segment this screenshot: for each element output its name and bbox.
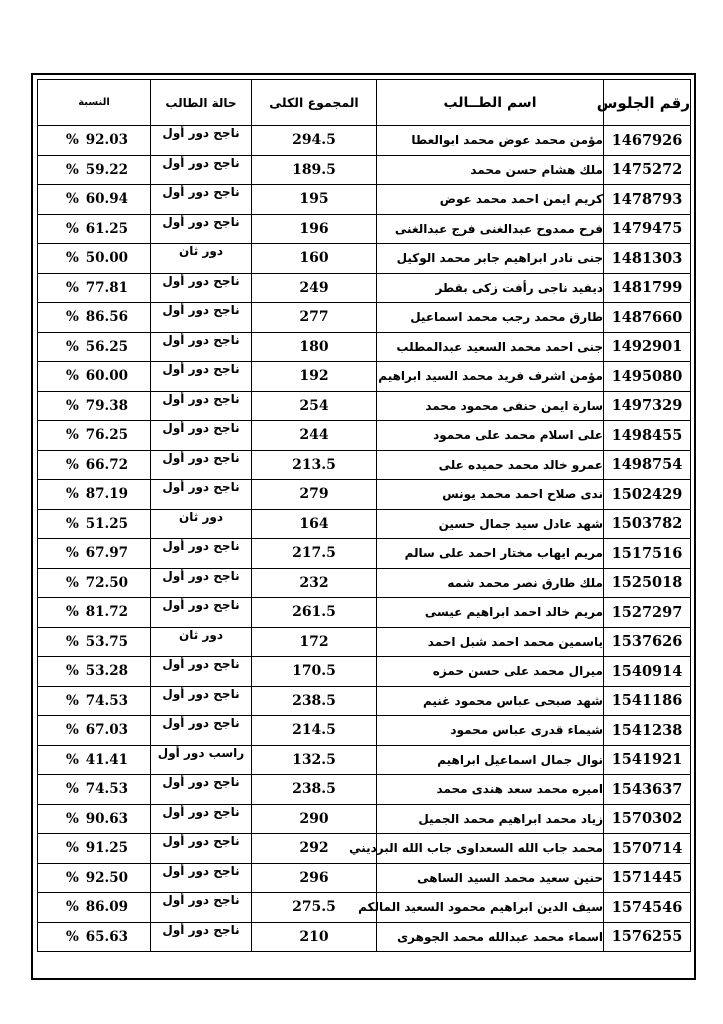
total-score-cell: 213.5 xyxy=(252,450,377,480)
student-name-cell: مؤمن محمد عوض محمد ابوالعطا xyxy=(377,126,604,156)
percentage-cell xyxy=(38,804,151,834)
percent-sign: % xyxy=(66,781,79,798)
seat-number-cell: 1498754 xyxy=(604,450,691,480)
student-name-cell: جنى احمد محمد السعيد عبدالمطلب xyxy=(377,332,604,362)
seat-number-cell: 1541921 xyxy=(604,745,691,775)
percent-sign: % xyxy=(66,486,79,503)
total-score-cell: 189.5 xyxy=(252,155,377,185)
student-status-cell: ناجح دور أول xyxy=(151,804,252,834)
seat-number-cell: 1576255 xyxy=(604,922,691,952)
student-status-cell: ناجح دور أول xyxy=(151,863,252,893)
percent-sign: % xyxy=(66,309,79,326)
student-name-cell: طارق محمد رجب محمد اسماعيل xyxy=(377,303,604,333)
student-name-cell: ملك هشام حسن محمد xyxy=(377,155,604,185)
student-status-cell: ناجح دور أول xyxy=(151,539,252,569)
seat-number-cell: 1540914 xyxy=(604,657,691,687)
student-name-cell: محمد جاب الله السعداوى جاب الله البرديني xyxy=(377,834,604,864)
percentage-value: 53.75 xyxy=(85,633,128,650)
table-row xyxy=(38,126,691,156)
student-name-cell: عمرو خالد محمد حميده على xyxy=(377,450,604,480)
percentage-value: 81.72 xyxy=(85,604,128,621)
percentage-cell xyxy=(38,450,151,480)
percent-sign: % xyxy=(66,279,79,296)
table-row xyxy=(38,716,691,746)
table-row xyxy=(38,450,691,480)
seat-number-cell: 1478793 xyxy=(604,185,691,215)
percent-sign: % xyxy=(66,810,79,827)
table-row xyxy=(38,509,691,539)
student-name-cell: ديفيد ناجى رأفت زكى بقطر xyxy=(377,273,604,303)
student-name-cell: اميره محمد سعد هندى محمد xyxy=(377,775,604,805)
percentage-value: 53.28 xyxy=(85,663,128,680)
seat-number-cell: 1495080 xyxy=(604,362,691,392)
student-status-cell: ناجح دور أول xyxy=(151,775,252,805)
seat-number-cell: 1502429 xyxy=(604,480,691,510)
percentage-value: 66.72 xyxy=(85,456,128,473)
table-row xyxy=(38,657,691,687)
seat-number-cell: 1479475 xyxy=(604,214,691,244)
percentage-value: 87.19 xyxy=(85,486,128,503)
percentage-cell xyxy=(38,598,151,628)
percentage-value: 90.63 xyxy=(85,810,128,827)
student-status-cell: ناجح دور أول xyxy=(151,362,252,392)
student-name-cell: جنى نادر ابراهيم جابر محمد الوكيل xyxy=(377,244,604,274)
percentage-value: 41.41 xyxy=(85,751,128,768)
seat-number-cell: 1527297 xyxy=(604,598,691,628)
student-name-cell: اسماء محمد عبدالله محمد الجوهرى xyxy=(377,922,604,952)
table-row xyxy=(38,804,691,834)
percentage-value: 92.50 xyxy=(85,869,128,886)
seat-number-cell: 1537626 xyxy=(604,627,691,657)
table-row xyxy=(38,893,691,923)
total-score-cell: 296 xyxy=(252,863,377,893)
percentage-value: 76.25 xyxy=(85,427,128,444)
percentage-value: 72.50 xyxy=(85,574,128,591)
student-status-cell: ناجح دور أول xyxy=(151,657,252,687)
percentage-value: 86.56 xyxy=(85,309,128,326)
percent-sign: % xyxy=(66,604,79,621)
student-name-cell: حنين سعيد محمد السيد الساهى xyxy=(377,863,604,893)
percent-sign: % xyxy=(66,368,79,385)
seat-number-cell: 1481303 xyxy=(604,244,691,274)
table-row xyxy=(38,421,691,451)
student-status-cell: ناجح دور أول xyxy=(151,480,252,510)
seat-number-cell: 1487660 xyxy=(604,303,691,333)
student-status-cell: ناجح دور أول xyxy=(151,716,252,746)
percentage-cell xyxy=(38,657,151,687)
student-status-cell: ناجح دور أول xyxy=(151,686,252,716)
percent-sign: % xyxy=(66,456,79,473)
total-score-cell: 238.5 xyxy=(252,775,377,805)
student-status-cell: ناجح دور أول xyxy=(151,303,252,333)
percentage-cell xyxy=(38,893,151,923)
table-row xyxy=(38,627,691,657)
percentage-cell xyxy=(38,332,151,362)
percentage-cell xyxy=(38,244,151,274)
percentage-cell xyxy=(38,273,151,303)
percentage-cell xyxy=(38,922,151,952)
seat-number-cell: 1525018 xyxy=(604,568,691,598)
percentage-value: 67.03 xyxy=(85,722,128,739)
percentage-cell xyxy=(38,745,151,775)
table-row xyxy=(38,480,691,510)
total-score-cell: 195 xyxy=(252,185,377,215)
seat-number-cell: 1467926 xyxy=(604,126,691,156)
table-row xyxy=(38,922,691,952)
student-name-cell: فرح ممدوح عبدالغنى فرج عبدالغنى xyxy=(377,214,604,244)
total-score-cell: 164 xyxy=(252,509,377,539)
percentage-cell xyxy=(38,509,151,539)
total-score-cell: 192 xyxy=(252,362,377,392)
student-status-cell: ناجح دور أول xyxy=(151,126,252,156)
student-status-cell: ناجح دور أول xyxy=(151,450,252,480)
total-score-cell: 232 xyxy=(252,568,377,598)
table-row xyxy=(38,273,691,303)
seat-number-cell: 1492901 xyxy=(604,332,691,362)
total-score-cell: 275.5 xyxy=(252,893,377,923)
student-name-cell: كريم ايمن احمد محمد عوض xyxy=(377,185,604,215)
header-seat-no: رقم الجلوس xyxy=(604,80,691,126)
percentage-cell xyxy=(38,421,151,451)
header-row xyxy=(38,80,691,126)
table-row xyxy=(38,244,691,274)
table-row xyxy=(38,834,691,864)
student-name-cell: ملك طارق نصر محمد شمه xyxy=(377,568,604,598)
header-status: حالة الطالب xyxy=(151,80,252,126)
results-sheet xyxy=(31,73,696,980)
seat-number-cell: 1503782 xyxy=(604,509,691,539)
table-row xyxy=(38,775,691,805)
percentage-cell xyxy=(38,303,151,333)
percentage-cell xyxy=(38,686,151,716)
percentage-cell xyxy=(38,480,151,510)
student-status-cell: ناجح دور أول xyxy=(151,332,252,362)
total-score-cell: 160 xyxy=(252,244,377,274)
percent-sign: % xyxy=(66,899,79,916)
student-status-cell: دور ثان xyxy=(151,509,252,539)
percent-sign: % xyxy=(66,869,79,886)
table-row xyxy=(38,362,691,392)
total-score-cell: 294.5 xyxy=(252,126,377,156)
table-row xyxy=(38,745,691,775)
student-name-cell: شيماء قدرى عباس محمود xyxy=(377,716,604,746)
student-name-cell: شهد عادل سيد جمال حسين xyxy=(377,509,604,539)
student-name-cell: على اسلام محمد على محمود xyxy=(377,421,604,451)
percentage-value: 74.53 xyxy=(85,781,128,798)
student-status-cell: ناجح دور أول xyxy=(151,185,252,215)
student-status-cell: دور ثان xyxy=(151,627,252,657)
student-name-cell: مريم خالد احمد ابراهيم عيسى xyxy=(377,598,604,628)
student-status-cell: دور ثان xyxy=(151,244,252,274)
percentage-value: 60.94 xyxy=(85,191,128,208)
total-score-cell: 279 xyxy=(252,480,377,510)
percent-sign: % xyxy=(66,338,79,355)
percentage-cell xyxy=(38,627,151,657)
percent-sign: % xyxy=(66,191,79,208)
seat-number-cell: 1498455 xyxy=(604,421,691,451)
percentage-cell xyxy=(38,863,151,893)
seat-number-cell: 1571445 xyxy=(604,863,691,893)
total-score-cell: 172 xyxy=(252,627,377,657)
percentage-value: 59.22 xyxy=(85,161,128,178)
seat-number-cell: 1543637 xyxy=(604,775,691,805)
seat-number-cell: 1574546 xyxy=(604,893,691,923)
total-score-cell: 261.5 xyxy=(252,598,377,628)
seat-number-cell: 1570714 xyxy=(604,834,691,864)
results-table xyxy=(37,79,691,952)
percent-sign: % xyxy=(66,515,79,532)
percentage-value: 56.25 xyxy=(85,338,128,355)
percentage-cell xyxy=(38,539,151,569)
percentage-value: 92.03 xyxy=(85,132,128,149)
table-row xyxy=(38,332,691,362)
table-row xyxy=(38,863,691,893)
student-status-cell: ناجح دور أول xyxy=(151,568,252,598)
header-student-name: اسم الطــالب xyxy=(377,80,604,126)
percentage-value: 74.53 xyxy=(85,692,128,709)
total-score-cell: 217.5 xyxy=(252,539,377,569)
student-status-cell: ناجح دور أول xyxy=(151,598,252,628)
table-row xyxy=(38,598,691,628)
percent-sign: % xyxy=(66,928,79,945)
seat-number-cell: 1541186 xyxy=(604,686,691,716)
table-row xyxy=(38,155,691,185)
student-name-cell: ندى صلاح احمد محمد يونس xyxy=(377,480,604,510)
percentage-cell xyxy=(38,716,151,746)
student-name-cell: سيف الدين ابراهيم محمود السعيد المالكم xyxy=(377,893,604,923)
percent-sign: % xyxy=(66,692,79,709)
percentage-cell xyxy=(38,214,151,244)
student-name-cell: شهد صبحى عباس محمود غنيم xyxy=(377,686,604,716)
percentage-value: 91.25 xyxy=(85,840,128,857)
total-score-cell: 244 xyxy=(252,421,377,451)
total-score-cell: 170.5 xyxy=(252,657,377,687)
table-row xyxy=(38,539,691,569)
student-status-cell: ناجح دور أول xyxy=(151,421,252,451)
student-status-cell: ناجح دور أول xyxy=(151,391,252,421)
total-score-cell: 290 xyxy=(252,804,377,834)
percent-sign: % xyxy=(66,633,79,650)
header-percentage: النسبة xyxy=(38,80,151,126)
percent-sign: % xyxy=(66,840,79,857)
student-name-cell: زياد محمد ابراهيم محمد الجميل xyxy=(377,804,604,834)
seat-number-cell: 1475272 xyxy=(604,155,691,185)
percentage-cell xyxy=(38,185,151,215)
header-total: المجموع الكلى xyxy=(252,80,377,126)
results-body xyxy=(38,126,691,952)
student-name-cell: سارة ايمن حنفى محمود محمد xyxy=(377,391,604,421)
total-score-cell: 238.5 xyxy=(252,686,377,716)
percentage-value: 79.38 xyxy=(85,397,128,414)
percent-sign: % xyxy=(66,751,79,768)
percentage-value: 51.25 xyxy=(85,515,128,532)
student-status-cell: ناجح دور أول xyxy=(151,834,252,864)
percentage-value: 50.00 xyxy=(85,250,128,267)
percentage-cell xyxy=(38,775,151,805)
seat-number-cell: 1517516 xyxy=(604,539,691,569)
table-row xyxy=(38,185,691,215)
student-status-cell: ناجح دور أول xyxy=(151,155,252,185)
student-status-cell: ناجح دور أول xyxy=(151,893,252,923)
percent-sign: % xyxy=(66,663,79,680)
student-status-cell: راسب دور أول xyxy=(151,745,252,775)
student-name-cell: ميرال محمد على حسن حمزه xyxy=(377,657,604,687)
table-row xyxy=(38,214,691,244)
seat-number-cell: 1497329 xyxy=(604,391,691,421)
percentage-value: 86.09 xyxy=(85,899,128,916)
percentage-value: 61.25 xyxy=(85,220,128,237)
student-status-cell: ناجح دور أول xyxy=(151,214,252,244)
table-row xyxy=(38,303,691,333)
student-name-cell: مؤمن اشرف فريد محمد السيد ابراهيم xyxy=(377,362,604,392)
student-name-cell: مريم ايهاب مختار احمد على سالم xyxy=(377,539,604,569)
percentage-cell xyxy=(38,126,151,156)
percentage-value: 67.97 xyxy=(85,545,128,562)
percent-sign: % xyxy=(66,545,79,562)
percent-sign: % xyxy=(66,132,79,149)
total-score-cell: 292 xyxy=(252,834,377,864)
percent-sign: % xyxy=(66,722,79,739)
percentage-cell xyxy=(38,362,151,392)
total-score-cell: 132.5 xyxy=(252,745,377,775)
total-score-cell: 196 xyxy=(252,214,377,244)
total-score-cell: 249 xyxy=(252,273,377,303)
student-name-cell: نوال جمال اسماعيل ابراهيم xyxy=(377,745,604,775)
table-row xyxy=(38,686,691,716)
table-row xyxy=(38,391,691,421)
total-score-cell: 180 xyxy=(252,332,377,362)
percent-sign: % xyxy=(66,397,79,414)
student-status-cell: ناجح دور أول xyxy=(151,273,252,303)
total-score-cell: 254 xyxy=(252,391,377,421)
percentage-cell xyxy=(38,155,151,185)
percentage-cell xyxy=(38,391,151,421)
percent-sign: % xyxy=(66,574,79,591)
total-score-cell: 277 xyxy=(252,303,377,333)
seat-number-cell: 1541238 xyxy=(604,716,691,746)
percentage-value: 65.63 xyxy=(85,928,128,945)
seat-number-cell: 1481799 xyxy=(604,273,691,303)
percent-sign: % xyxy=(66,220,79,237)
percentage-value: 60.00 xyxy=(85,368,128,385)
student-status-cell: ناجح دور أول xyxy=(151,922,252,952)
total-score-cell: 210 xyxy=(252,922,377,952)
seat-number-cell: 1570302 xyxy=(604,804,691,834)
percentage-cell xyxy=(38,834,151,864)
percentage-cell xyxy=(38,568,151,598)
total-score-cell: 214.5 xyxy=(252,716,377,746)
percent-sign: % xyxy=(66,250,79,267)
student-name-cell: ياسمين محمد احمد شبل احمد xyxy=(377,627,604,657)
table-row xyxy=(38,568,691,598)
percent-sign: % xyxy=(66,161,79,178)
percentage-value: 77.81 xyxy=(85,279,128,296)
percent-sign: % xyxy=(66,427,79,444)
